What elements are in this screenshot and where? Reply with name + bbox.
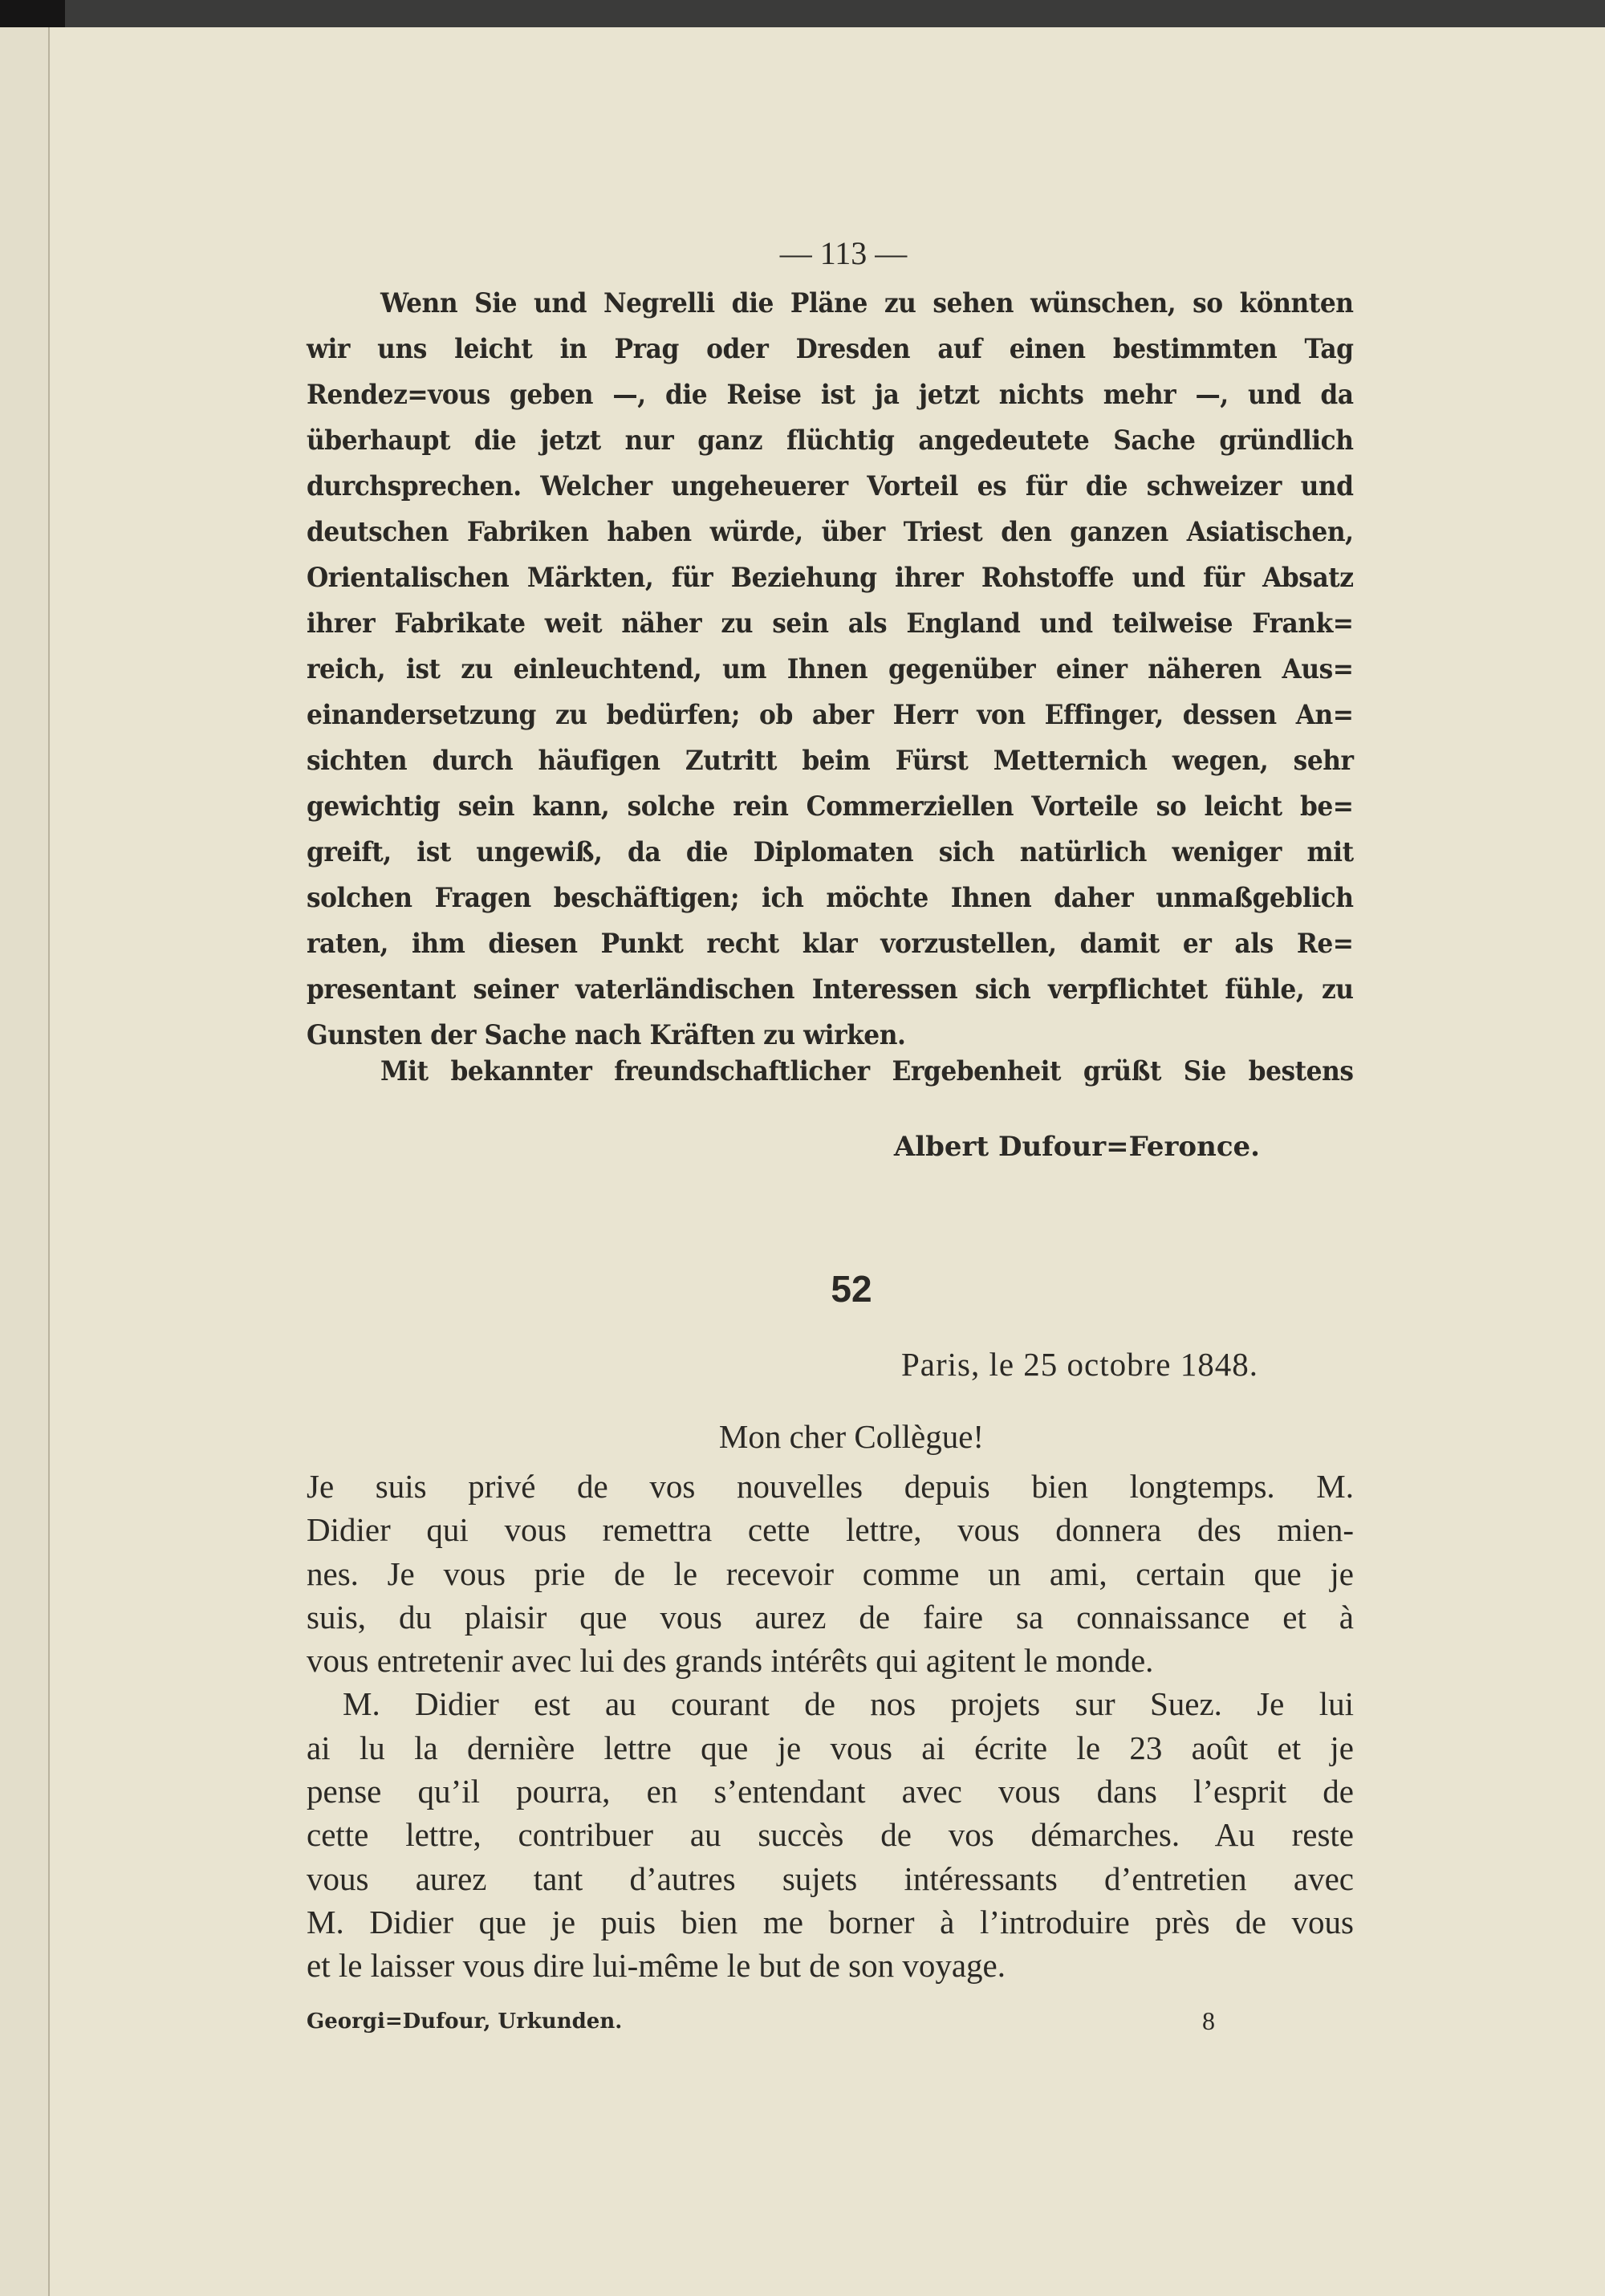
text-line: ihrer Fabrikate weit näher zu sein als England und teilweise Frank= bbox=[307, 608, 1354, 640]
text-line: suis, du plaisir que vous aurez de faire sa connaissance et à bbox=[307, 1598, 1354, 1636]
text-line: Je suis privé de vos nouvelles depuis bien longtemps. M. bbox=[307, 1468, 1354, 1505]
text-line: Rendez=vous geben —, die Reise ist ja jetzt nichts mehr —, und da bbox=[307, 379, 1354, 411]
text-line: wir uns leicht in Prag oder Dresden auf einen bestimmten Tag bbox=[307, 333, 1354, 365]
text-line: deutschen Fabriken haben würde, über Triest den ganzen Asiatischen, bbox=[307, 516, 1354, 548]
letter-51-closing-block bbox=[307, 1049, 1354, 1095]
text-line: cette lettre, contribuer au succès de vos démarches. Au reste bbox=[307, 1816, 1354, 1854]
text-line: überhaupt die jetzt nur ganz flüchtig angedeutete Sache gründlich bbox=[307, 425, 1354, 457]
letter-51-closing: Mit bekannter freundschaftlicher Ergebenheit grüßt Sie bestens bbox=[380, 1055, 1354, 1087]
dateline: Paris, le 25 octobre 1848. bbox=[900, 1346, 1258, 1383]
text-line: sichten durch häufigen Zutritt beim Fürst Metternich wegen, sehr bbox=[307, 745, 1354, 777]
text-line: Orientalischen Märkten, für Beziehung ihrer Rohstoffe und für Absatz bbox=[307, 562, 1354, 594]
text-line: presentant seiner vaterländischen Interessen sich verpflichtet fühle, zu bbox=[307, 973, 1354, 1006]
text-line: Gunsten der Sache nach Kräften zu wirken. bbox=[307, 1019, 906, 1051]
text-line: greift, ist ungewiß, da die Diplomaten sich natürlich weniger mit bbox=[307, 836, 1354, 868]
scan-background-corner bbox=[0, 0, 65, 27]
text-line: Wenn Sie und Negrelli die Pläne zu sehen wünschen, so könnten bbox=[380, 287, 1354, 319]
paragraph bbox=[307, 1682, 1354, 1987]
text-line: nes. Je vous prie de le recevoir comme un ami, certain que je bbox=[307, 1554, 1354, 1592]
text-line: solchen Fragen beschäftigen; ich möchte Ihnen daher unmaßgeblich bbox=[307, 882, 1354, 914]
text-line: raten, ihm diesen Punkt recht klar vorzustellen, damit er als Re= bbox=[307, 928, 1354, 960]
letter-51-signature: Albert Dufour=Feronce. bbox=[893, 1131, 1260, 1163]
signature-mark: Georgi=Dufour, Urkunden. bbox=[307, 2010, 623, 2034]
scan-background-top bbox=[0, 0, 1605, 27]
text-line: einandersetzung zu bedürfen; ob aber Herr von Effinger, dessen An= bbox=[307, 699, 1354, 731]
text-line: durchsprechen. Welcher ungeheuerer Vorteil es für die schweizer und bbox=[307, 470, 1354, 502]
text-line: vous entretenir avec lui des grands intérêts qui agitent le monde. bbox=[307, 1642, 1154, 1680]
letter-51-body bbox=[307, 281, 1354, 1059]
letter-number: 52 bbox=[831, 1268, 872, 1310]
letter-52-body bbox=[307, 1465, 1354, 1988]
text-line: reich, ist zu einleuchtend, um Ihnen gegenüber einer näheren Aus= bbox=[307, 653, 1354, 685]
text-line: et le laisser vous dire lui-même le but de son voyage. bbox=[307, 1947, 1006, 1985]
text-line: M. Didier est au courant de nos projets sur Suez. Je lui bbox=[343, 1685, 1354, 1723]
book-page bbox=[50, 27, 1605, 2296]
facing-page-edge bbox=[0, 27, 50, 2296]
sheet-number: 8 bbox=[1202, 2006, 1215, 2035]
page-number: — 113 — bbox=[779, 235, 908, 271]
text-line: ai lu la dernière lettre que je vous ai écrite le 23 août et je bbox=[307, 1729, 1354, 1766]
text-line: pense qu’il pourra, en s’entendant avec vous dans l’esprit de bbox=[307, 1773, 1354, 1810]
text-line: Didier qui vous remettra cette lettre, vous donnera des mien- bbox=[307, 1511, 1354, 1549]
text-line: M. Didier que je puis bien me borner à l’introduire près de vous bbox=[307, 1903, 1354, 1940]
text-line: gewichtig sein kann, solche rein Commerziellen Vorteile so leicht be= bbox=[307, 790, 1354, 823]
text-line: vous aurez tant d’autres sujets intéressants d’entretien avec bbox=[307, 1859, 1354, 1897]
paragraph bbox=[307, 1465, 1354, 1682]
salutation: Mon cher Collègue! bbox=[718, 1418, 985, 1455]
